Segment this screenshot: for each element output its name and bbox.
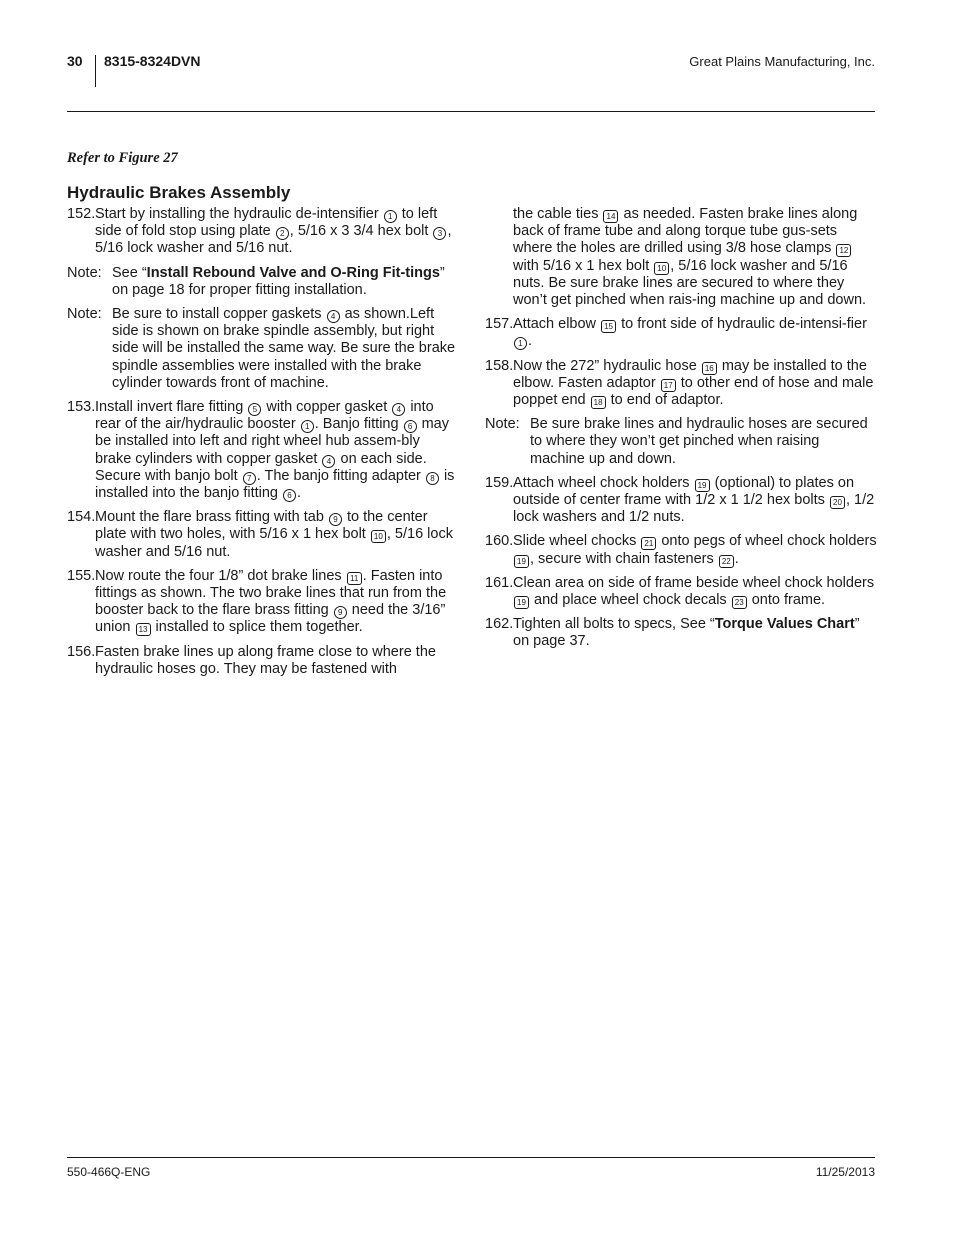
step-text: , 5/16 lock washer and 5/16 nut.	[95, 526, 453, 560]
step-number: 157.	[485, 316, 514, 333]
callout-11: 11	[347, 572, 362, 585]
step-number: 152.	[67, 206, 96, 222]
step-text: to the center plate with two holes, with 5/16 x 1 hex bolt	[95, 509, 428, 543]
callout-9: 9	[334, 606, 347, 619]
step-number: 162.	[485, 616, 514, 633]
callout-6: 6	[283, 489, 296, 502]
note-text: ” on page 18 for proper fitting installation.	[112, 264, 445, 298]
callout-18: 18	[591, 396, 606, 409]
callout-19: 19	[514, 596, 529, 609]
callout-19: 19	[514, 555, 529, 568]
document-number: 550-466Q-ENG	[67, 1165, 151, 1179]
step-text: as needed. Fasten brake lines along back of frame tube and along torque tube gus-sets where the holes are drilled using 3/8 hose clamps	[513, 206, 858, 257]
step-159	[485, 475, 877, 527]
callout-1: 1	[514, 337, 527, 350]
callout-6: 6	[404, 420, 417, 433]
step-text: Start by installing the hydraulic de-intensifier	[95, 206, 383, 222]
step-number: 159.	[485, 474, 514, 491]
step-text: on each side. Secure with banjo bolt	[95, 450, 427, 484]
step-text: , 1/2 lock washers and 1/2 nuts.	[513, 492, 875, 526]
step-text: onto pegs of wheel chock holders	[657, 533, 877, 550]
note-text: Be sure to install copper gaskets	[112, 306, 326, 323]
step-number: 160.	[485, 533, 514, 550]
step-text: (optional) to plates on outside of center frame with 1/2 x 1 1/2 hex bolts	[513, 474, 855, 509]
callout-23: 23	[732, 596, 747, 609]
step-text: to left side of fold stop using plate	[95, 206, 438, 240]
callout-17: 17	[661, 379, 676, 392]
step-text: Slide wheel chocks	[513, 533, 641, 550]
step-text: with copper gasket	[262, 399, 392, 416]
step-number: 153.	[67, 399, 96, 416]
header-divider	[95, 55, 96, 87]
step-text: is installed into the banjo fitting	[95, 467, 455, 502]
callout-13: 13	[136, 623, 151, 636]
note-text: See “	[112, 264, 147, 281]
note-fittings	[67, 265, 460, 299]
step-156	[67, 644, 460, 678]
step-text: onto frame.	[747, 592, 826, 609]
step-text: may be installed into left and right wheel hub assem-bly brake cylinders with copper gasket	[95, 416, 449, 467]
step-text: Attach elbow	[513, 316, 601, 333]
note-text: Be sure brake lines and hydraulic hoses are secured to where they won’t get pinched when raising machine up and down.	[530, 416, 868, 467]
callout-10: 10	[371, 530, 386, 543]
step-number: 154.	[67, 509, 96, 526]
step-162	[485, 616, 877, 650]
right-column	[485, 206, 877, 658]
step-text: , 5/16 lock washer and 5/16 nuts. Be sure brake lines are secured to where they won’t get pinched when rais-ing machine up and down.	[513, 257, 867, 309]
callout-15: 15	[601, 320, 616, 333]
step-text: , 5/16 lock washer and 5/16 nut.	[95, 223, 452, 257]
step-156-continued	[485, 206, 877, 309]
step-154	[67, 509, 460, 561]
callout-14: 14	[603, 210, 618, 223]
page-number: 30	[67, 53, 83, 69]
step-text: Fasten brake lines up along frame close to where the hydraulic hoses go. They may be fastened with	[95, 643, 436, 677]
model-number: 8315-8324DVN	[104, 53, 201, 69]
step-text: Now the 272” hydraulic hose	[513, 357, 701, 374]
step-text: ” on page 37.	[513, 616, 860, 650]
step-text: and place wheel chock decals	[530, 592, 731, 609]
step-text: installed to splice them together.	[151, 619, 363, 636]
callout-20: 20	[830, 496, 845, 509]
note-gaskets	[67, 306, 460, 392]
note-label: Note:	[485, 416, 520, 433]
note-text: as shown.Left side is shown on brake spindle assembly, but right side will be installed the same way. Be sure the brake spindle assemblies were installed with the brake cylinder towards front of machine.	[112, 306, 456, 391]
step-text: .	[528, 333, 533, 350]
step-153	[67, 399, 460, 502]
step-text: Install invert flare fitting	[95, 399, 248, 416]
callout-22: 22	[719, 555, 734, 568]
callout-4: 4	[322, 455, 335, 468]
revision-date: 11/25/2013	[815, 1165, 875, 1179]
note-label: Note:	[67, 306, 102, 323]
callout-5: 5	[248, 403, 261, 416]
step-text: with 5/16 x 1 hex bolt	[513, 257, 654, 274]
step-text: Tighten all bolts to specs, See “	[513, 616, 715, 633]
footer-rule	[67, 1157, 875, 1158]
step-157	[485, 316, 877, 350]
step-160	[485, 533, 877, 567]
step-text: need the 3/16” union	[95, 602, 446, 636]
callout-16: 16	[702, 362, 717, 375]
step-text: Clean area on side of frame beside wheel chock holders	[513, 574, 875, 591]
step-152	[67, 206, 460, 258]
step-text: to end of adaptor.	[606, 392, 724, 409]
callout-8: 8	[426, 472, 439, 485]
step-text: .	[297, 485, 302, 502]
step-text: . Banjo fitting	[314, 416, 403, 433]
header-rule	[67, 111, 875, 112]
callout-9: 9	[329, 513, 342, 526]
callout-1: 1	[384, 210, 397, 223]
step-text: , 5/16 x 3 3/4 hex bolt	[289, 223, 433, 240]
callout-2: 2	[276, 227, 289, 240]
step-number: 155.	[67, 567, 96, 584]
step-number: 156.	[67, 643, 96, 660]
callout-1: 1	[301, 420, 314, 433]
callout-7: 7	[243, 472, 256, 485]
callout-21: 21	[641, 537, 656, 550]
step-text: , secure with chain fasteners	[530, 550, 718, 567]
step-number: 158.	[485, 357, 514, 374]
step-text: to other end of hose and male poppet end	[513, 374, 874, 409]
callout-19: 19	[695, 479, 710, 492]
company-name: Great Plains Manufacturing, Inc.	[689, 54, 875, 69]
step-text: to front side of hydraulic de-intensi-fier	[617, 316, 867, 333]
note-pinched	[485, 416, 877, 468]
step-text: Now route the four 1/8” dot brake lines	[95, 567, 346, 584]
step-text: may be installed to the elbow. Fasten adaptor	[513, 357, 867, 391]
section-heading: Hydraulic Brakes Assembly	[67, 183, 291, 202]
step-161	[485, 575, 877, 609]
step-text: the cable ties	[513, 206, 603, 222]
note-reference: Install Rebound Valve and O-Ring Fit-tings	[146, 264, 440, 281]
callout-4: 4	[327, 310, 340, 323]
step-text: . The banjo fitting adapter	[256, 467, 425, 484]
left-column	[67, 206, 460, 685]
callout-4: 4	[392, 403, 405, 416]
note-label: Note:	[67, 264, 102, 281]
callout-12: 12	[836, 244, 851, 257]
callout-10: 10	[654, 262, 669, 275]
step-155	[67, 568, 460, 637]
step-text: Attach wheel chock holders	[513, 474, 694, 491]
step-text: .	[734, 550, 739, 567]
callout-3: 3	[433, 227, 446, 240]
step-number: 161.	[485, 574, 514, 591]
step-text: . Fasten into fittings as shown. The two brake lines that run from the booster back to the flare brass fitting	[95, 567, 447, 619]
step-text: into rear of the air/hydraulic booster	[95, 399, 434, 433]
figure-reference: Refer to Figure 27	[67, 150, 178, 166]
step-158	[485, 358, 877, 410]
torque-chart-reference: Torque Values Chart	[714, 616, 855, 633]
step-text: Mount the flare brass fitting with tab	[95, 509, 328, 526]
